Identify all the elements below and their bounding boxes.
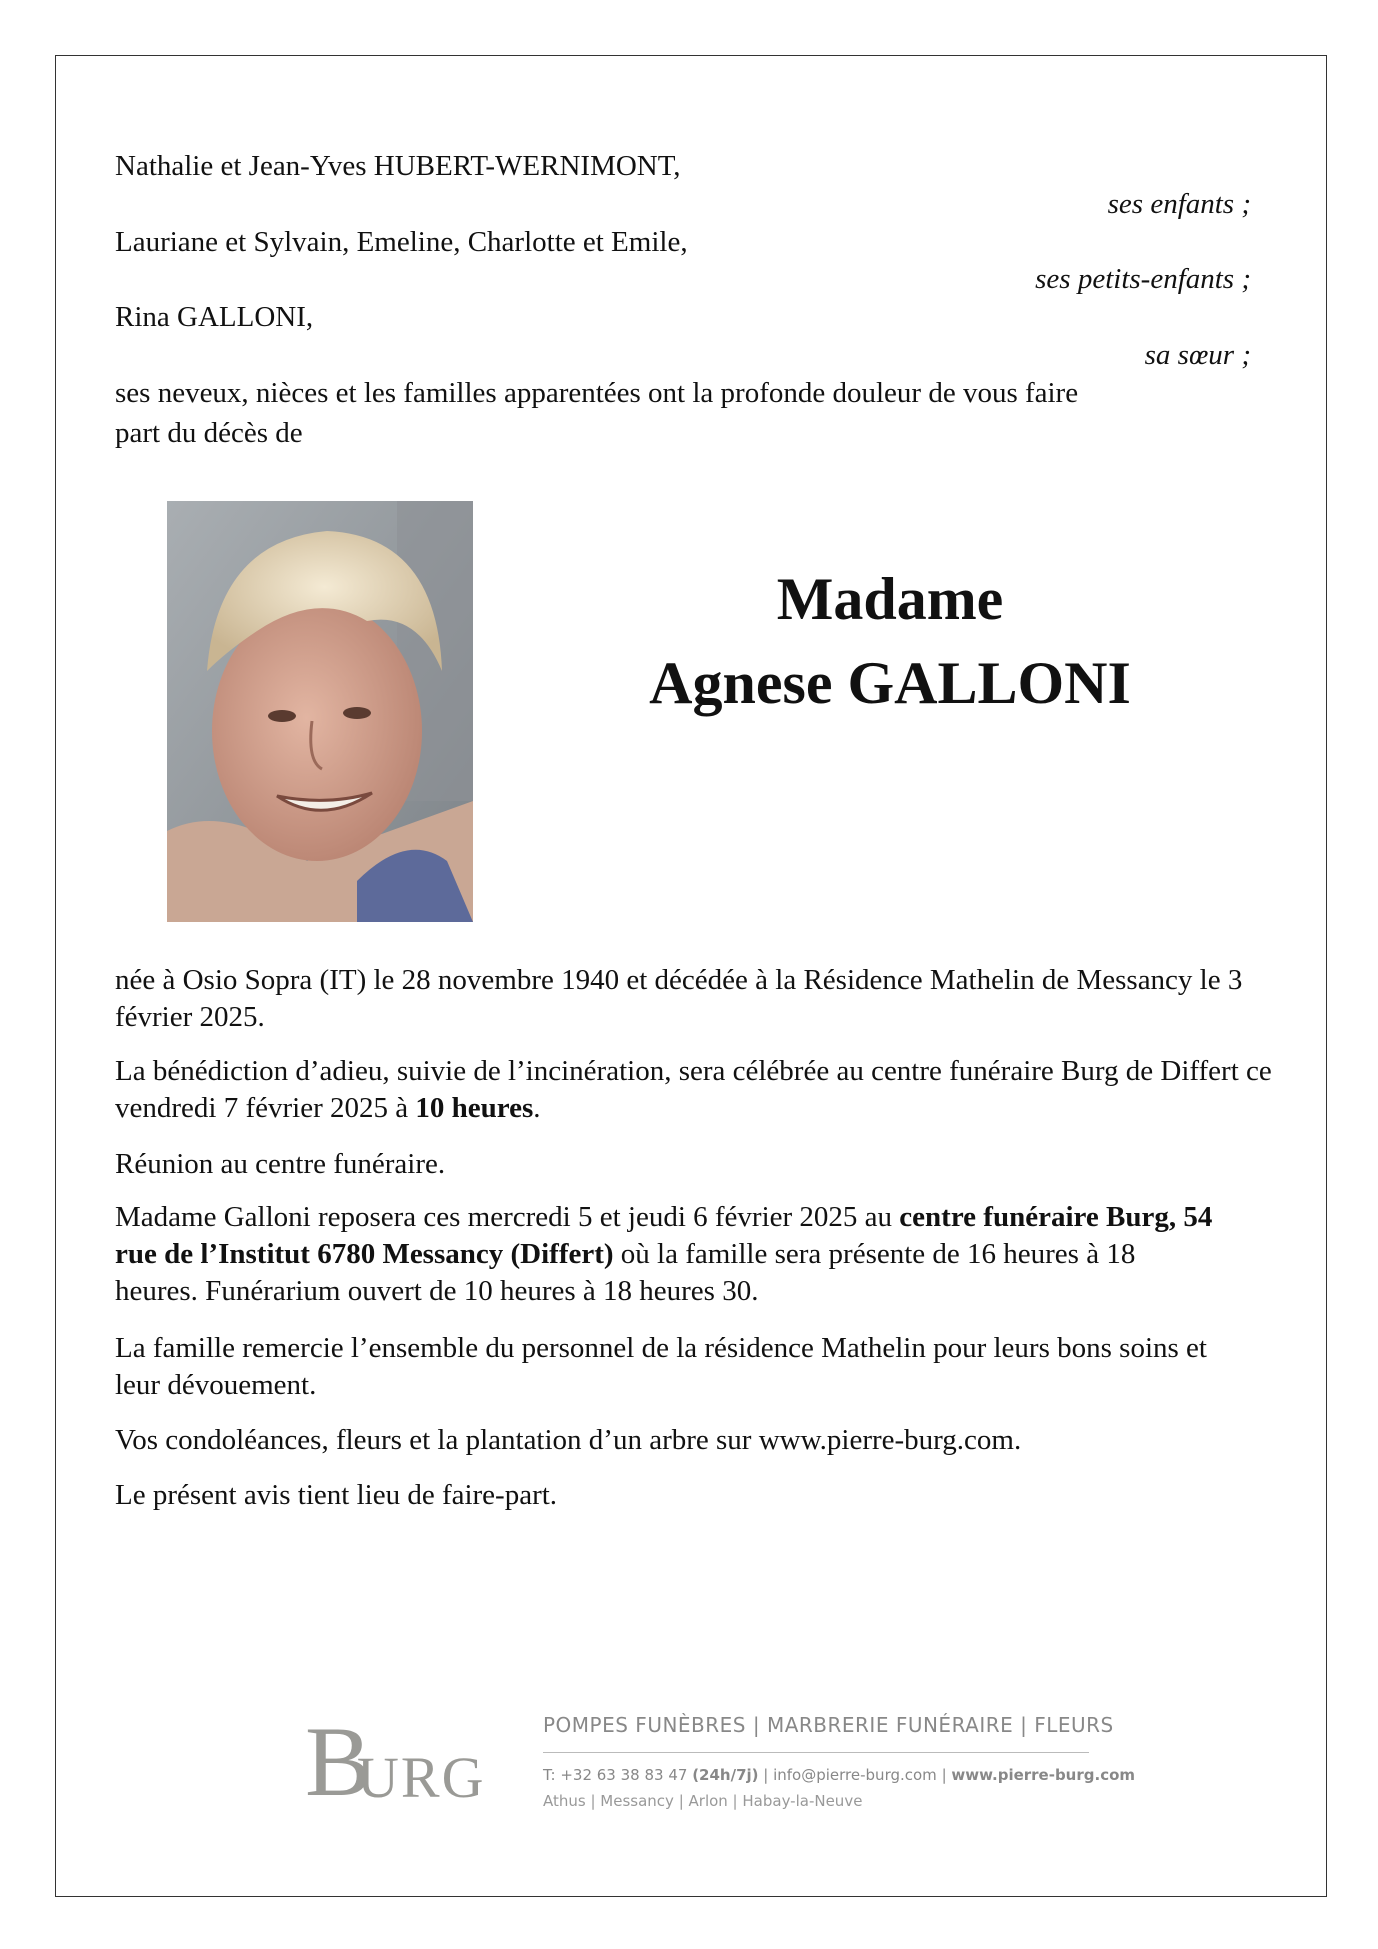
phone-number: T: +32 63 38 83 47 [543,1766,693,1784]
ceremony-time: 10 heures [415,1092,534,1124]
grandchildren-role: ses petits-enfants ; [1035,263,1251,295]
svg-text:B: B [305,1710,372,1817]
notice-text: Le présent avis tient lieu de faire-part. [115,1479,558,1511]
children-role: ses enfants ; [1107,188,1251,220]
condolences-text: Vos condoléances, fleurs et la plantation d’un arbre sur www.pierre-burg.com. [115,1424,1022,1456]
visitation-text [115,1199,1225,1310]
thanks-text: La famille remercie l’ensemble du personnel de la résidence Mathelin pour leurs bons soins et leur dévouement. [115,1332,1207,1401]
ceremony-description: La bénédiction d’adieu, suivie de l’incinération, sera célébrée au centre funéraire Burg de Differt ce vendredi 7 février 2025 à [115,1055,1272,1124]
birth-death-text: née à Osio Sopra (IT) le 28 novembre 1940 et décédée à la Résidence Mathelin de Messancy le 3 février 2025. [115,964,1243,1033]
locations-line: Athus | Messancy | Arlon | Habay-la-Neuve [543,1792,863,1810]
grandchildren-names: Lauriane et Sylvain, Emeline, Charlotte et Emile, [115,226,688,258]
ceremony-text [115,1053,1285,1127]
sister-role: sa sœur ; [1144,339,1251,371]
website-link: www.pierre-burg.com [951,1766,1136,1784]
portrait-photo [167,501,473,922]
visitation-intro: Madame Galloni reposera ces mercredi 5 et jeudi 6 février 2025 au [115,1201,900,1233]
phone-hours: (24h/7j) [692,1766,759,1784]
contact-line [543,1766,1135,1784]
ceremony-end: . [533,1092,541,1124]
svg-text:URG: URG [357,1745,486,1810]
visitation-hours: où la famille sera présente de 16 heures à 18 heures. Funérarium ouvert de 10 heures à 18 heures 30. [115,1238,1136,1307]
burg-logo [305,1710,495,1820]
announcement-line-1: ses neveux, nièces et les familles apparentées ont la profonde douleur de vous faire [115,377,1079,409]
visitation-location: centre funéraire Burg, 54 rue de l’Institut 6780 Messancy (Differt) [115,1201,1213,1270]
footer-divider [543,1752,1089,1753]
children-names: Nathalie et Jean-Yves HUBERT-WERNIMONT, [115,150,681,182]
reunion-text: Réunion au centre funéraire. [115,1148,446,1180]
services-line: POMPES FUNÈBRES | MARBRERIE FUNÉRAIRE | FLEURS [543,1713,1114,1737]
email-address: | info@pierre-burg.com | [758,1766,952,1784]
deceased-title: Madame [776,566,1004,632]
announcement-line-2: part du décès de [115,417,303,449]
deceased-name: Agnese GALLONI [649,650,1131,716]
sister-name: Rina GALLONI, [115,301,314,333]
